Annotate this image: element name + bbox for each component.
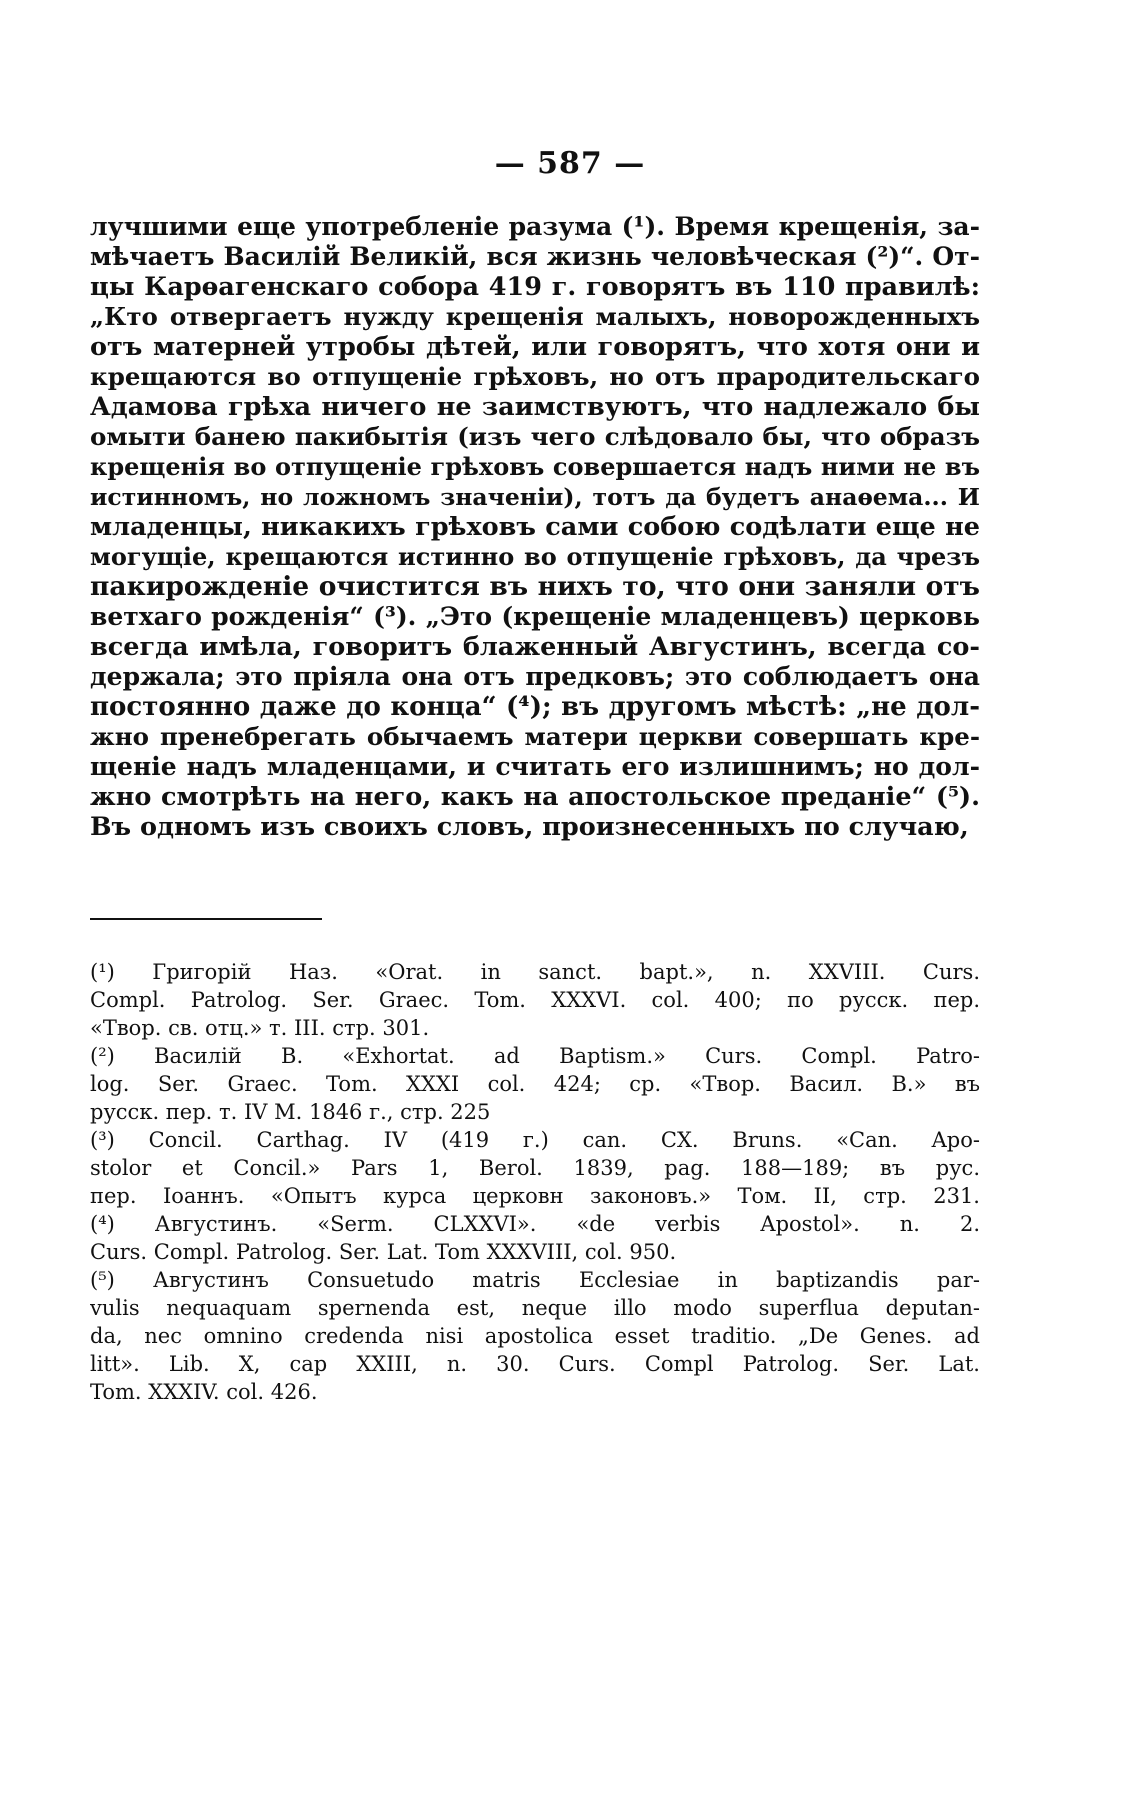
- text-line: Въ одномъ изъ своихъ словъ, произнесенныхъ по случаю,: [90, 812, 969, 842]
- text-line: жно пренебрегать обычаемъ матери церкви совершать кре-: [90, 722, 980, 751]
- footnote-line: Compl. Patrolog. Ser. Graec. Tom. XXXVI. col. 400; по русск. пер.: [90, 988, 980, 1012]
- page-number: — 587 —: [494, 146, 646, 181]
- text-line: ветхаго рожденія“ (³). „Это (крещеніе младенцевъ) церковь: [90, 602, 980, 631]
- text-line: крещаются во отпущеніе грѣховъ, но отъ прародительскаго: [90, 362, 980, 391]
- text-line: всегда имѣла, говоритъ блаженный Августинъ, всегда со-: [90, 632, 980, 662]
- text-line: „Кто отвергаетъ нужду крещенія малыхъ, новорожденныхъ: [90, 302, 980, 331]
- text-line: Адамова грѣха ничего не заимствуютъ, что надлежало бы: [90, 392, 980, 422]
- text-line: крещенія во отпущеніе грѣховъ совершается надъ ними не въ: [90, 452, 980, 481]
- text-line: отъ матерней утробы дѣтей, или говорятъ, что хотя они и: [90, 332, 980, 362]
- text-line: постоянно даже до конца“ (⁴); въ другомъ мѣстѣ: „не дол-: [90, 692, 980, 722]
- text-line: пакирожденіе очистится въ нихъ то, что они заняли отъ: [90, 572, 980, 602]
- text-line: жно смотрѣть на него, какъ на апостольское преданіе“ (⁵).: [90, 782, 980, 812]
- footnote-line: «Твор. св. отц.» т. III. стр. 301.: [90, 1016, 430, 1040]
- footnote-divider: [90, 918, 322, 920]
- footnote-line: (¹) Григорій Наз. «Orat. in sanct. bapt.», n. XXVIII. Curs.: [90, 960, 980, 984]
- text-line: щеніе надъ младенцами, и считать его излишнимъ; но дол-: [90, 752, 980, 781]
- footnote-line: пер. Іоаннъ. «Опытъ курса церковн законовъ.» Том. II, стр. 231.: [90, 1184, 980, 1208]
- footnote-line: da, nec omnino credenda nisi apostolica esset traditio. „De Genes. ad: [90, 1324, 980, 1348]
- text-line: лучшими еще употребленіе разума (¹). Время крещенія, за-: [90, 212, 980, 241]
- footnote-line: litt». Lib. X, cap XXIII, n. 30. Curs. Compl Patrolog. Ser. Lat.: [90, 1352, 980, 1376]
- text-line: омыти банею пакибытія (изъ чего слѣдовало бы, что образъ: [90, 422, 980, 451]
- text-line: мѣчаетъ Василій Великій, вся жизнь человѣческая (²)“. От-: [90, 242, 980, 271]
- text-line: младенцы, никакихъ грѣховъ сами собою содѣлати еще не: [90, 512, 980, 542]
- footnote-line: Tom. XXXIV. col. 426.: [90, 1380, 318, 1404]
- text-line: могущіе, крещаются истинно во отпущеніе грѣховъ, да чрезъ: [90, 542, 980, 571]
- footnote-line: Curs. Compl. Patrolog. Ser. Lat. Tom XXXVIII, col. 950.: [90, 1240, 677, 1264]
- footnote-line: (⁵) Августинъ Consuetudo matris Ecclesiae in baptizandis par-: [90, 1268, 980, 1292]
- footnote-line: (⁴) Августинъ. «Serm. CLXXVI». «de verbis Apostol». n. 2.: [90, 1212, 980, 1236]
- main-text: [90, 212, 980, 842]
- footnote-line: (³) Concil. Carthag. IV (419 г.) can. CX. Bruns. «Can. Apo-: [90, 1128, 980, 1152]
- footnote-line: vulis nequaquam spernenda est, neque illo modo superflua deputan-: [90, 1296, 980, 1320]
- footnote-line: log. Ser. Graec. Tom. XXXI col. 424; ср. «Твор. Васил. В.» въ: [90, 1072, 980, 1096]
- footnotes: [90, 958, 980, 1406]
- footnote-line: (²) Василій В. «Exhortat. ad Baptism.» Curs. Compl. Patro-: [90, 1044, 980, 1068]
- text-line: истинномъ, но ложномъ значеніи), тотъ да будетъ анаѳема... И: [90, 483, 980, 511]
- footnote-line: stolor et Concil.» Pars 1, Berol. 1839, pag. 188—189; въ рус.: [90, 1156, 980, 1180]
- footnote-line: русск. пер. т. IV М. 1846 г., стр. 225: [90, 1100, 491, 1124]
- text-line: держала; это пріяла она отъ предковъ; это соблюдаетъ она: [90, 662, 980, 691]
- text-line: цы Карѳагенскаго собора 419 г. говорятъ въ 110 правилѣ:: [90, 272, 980, 302]
